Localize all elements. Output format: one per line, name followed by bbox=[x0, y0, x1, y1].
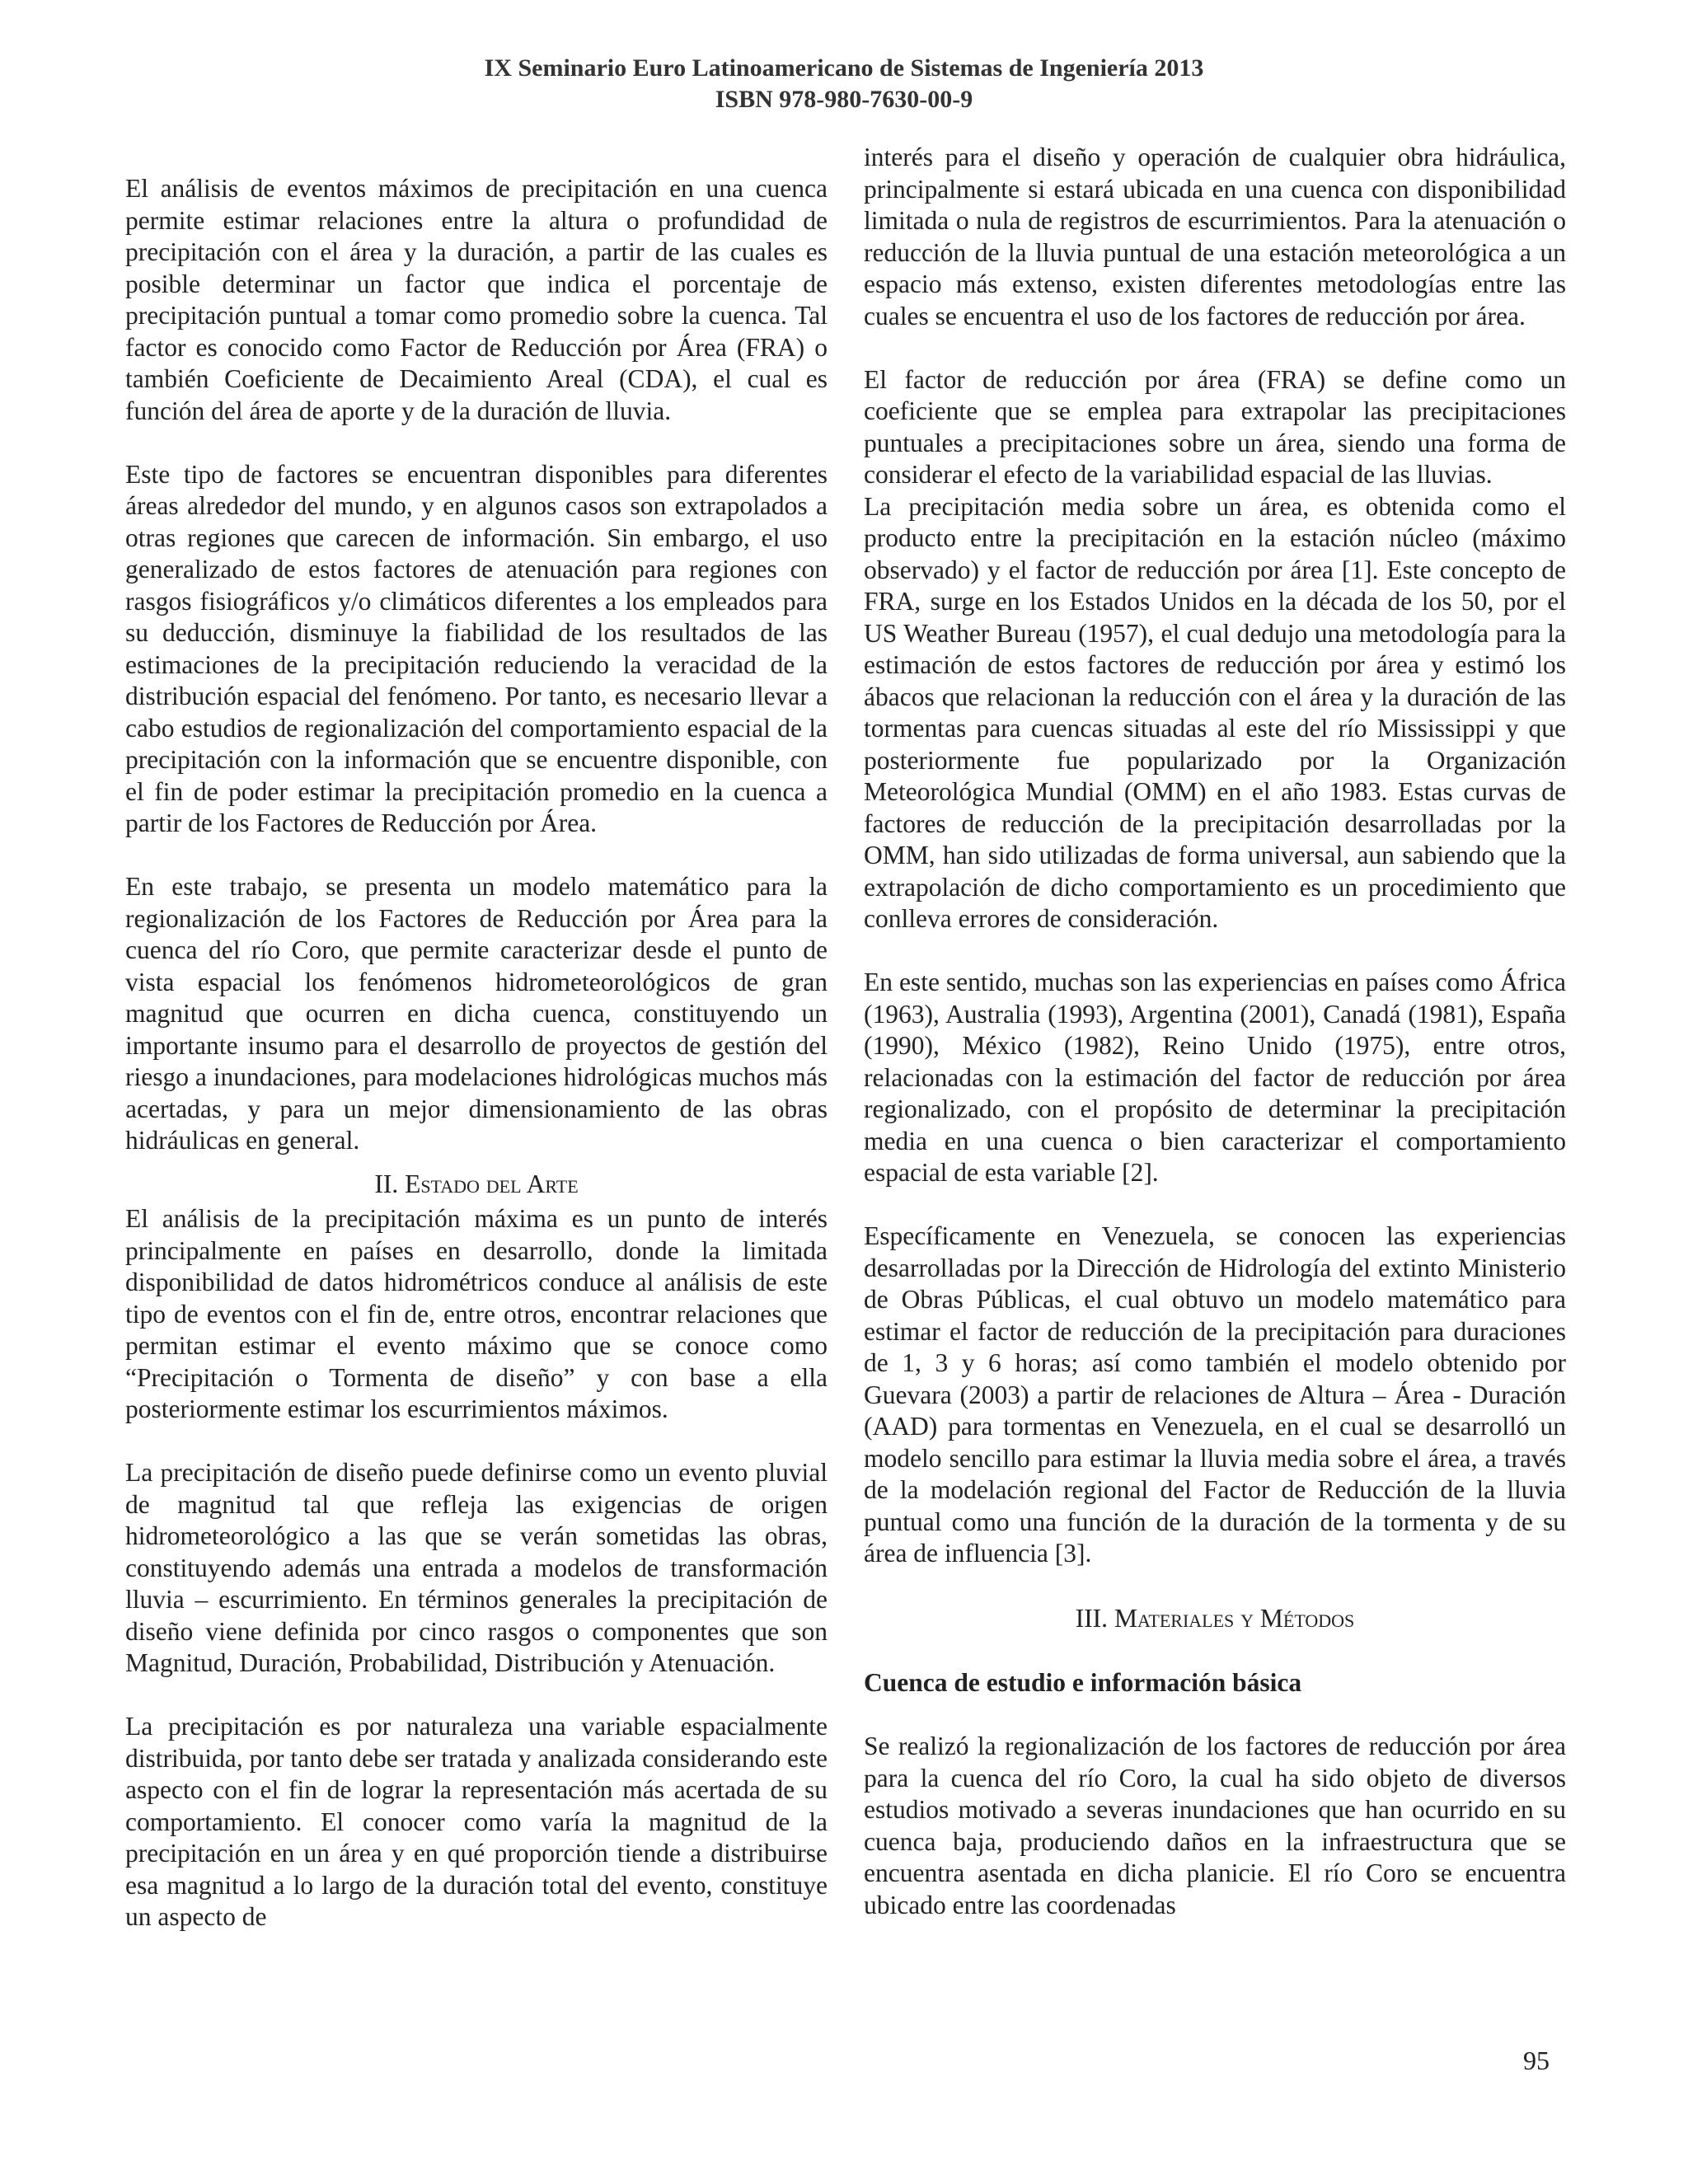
paragraph: La precipitación es por naturaleza una variable espacialmente distribuida, por tanto debe ser tratada y analizada considerando este aspecto con el fin de lograr la representación más acertada de su comportamiento. El conocer como varía la magnitud de la precipitación en un área y en qué proporción tiende a distribuirse esa magnitud a lo largo de la duración total del evento, constituye un aspecto de bbox=[125, 1712, 828, 1931]
paragraph: En este trabajo, se presenta un modelo matemático para la regionalización de los Factores de Reducción por Área para la cuenca del río Coro, que permite caracterizar desde el punto de vista espacial los fenómenos hidrometeorológicos de gran magnitud que ocurren en dicha cuenca, constituyendo un importante insumo para el desarrollo de proyectos de gestión del riesgo a inundaciones, para modelaciones hidrológicas muchos más acertadas, y para un mejor dimensionamiento de las obras hidráulicas en general. bbox=[125, 872, 828, 1155]
paragraph: Este tipo de factores se encuentran disponibles para diferentes áreas alrededor del mundo, y en algunos casos son extrapolados a otras regiones que carecen de información. Sin embargo, el uso generalizado de estos factores de atenuación para regiones con rasgos fisiográficos y/o climáticos diferentes a los empleados para su deducción, disminuye la fiabilidad de los resultados de las estimaciones de la precipitación reduciendo la veracidad de la distribución espacial del fenómeno. Por tanto, es necesario llevar a cabo estudios de regionalización del comportamiento espacial de la precipitación con la información que se encuentre disponible, con el fin de poder estimar la precipitación promedio en la cuenca a partir de los Factores de Reducción por Área. bbox=[125, 459, 828, 837]
paragraph: La precipitación media sobre un área, es obtenida como el producto entre la precipitación en la estación núcleo (máximo observado) y el factor de reducción por área [1]. Este concepto de FRA, surge en los Estados Unidos en la década de los 50, por el US Weather Bureau (1957), el cual dedujo una metodología para la estimación de estos factores de reducción por área y estimó los ábacos que relacionan la reducción con el área y la duración de las tormentas para cuencas situadas al este del río Mississippi y que posteriormente fue popularizado por la Organización Meteorológica Mundial (OMM) en el año 1983. Estas curvas de factores de reducción de la precipitación desarrolladas por la OMM, han sido utilizadas de forma universal, aun sabiendo que la extrapolación de dicho comportamiento es un procedimiento que conlleva errores de consideración. bbox=[864, 491, 1566, 933]
paragraph: La precipitación de diseño puede definirse como un evento pluvial de magnitud tal que refleja las exigencias de origen hidrometeorológico a las que se verán sometidas las obras, constituyendo además una entrada a modelos de transformación lluvia – escurrimiento. En términos generales la precipitación de diseño viene definida por cinco rasgos o componentes que son Magnitud, Duración, Probabilidad, Distribución y Atenuación. bbox=[125, 1458, 828, 1677]
conference-title: IX Seminario Euro Latinoamericano de Sistemas de Ingeniería 2013 bbox=[484, 54, 1204, 82]
section-heading bbox=[125, 1169, 828, 1201]
paragraph: Específicamente en Venezuela, se conocen las experiencias desarrolladas por la Dirección de Hidrología del extinto Ministerio de Obras Públicas, el cual obtuvo un modelo matemático para estimar el factor de reducción de la precipitación para duraciones de 1, 3 y 6 horas; así como también el modelo obtenido por Guevara (2003) a partir de relaciones de Altura – Área - Duración (AAD) para tormentas en Venezuela, en el cual se desarrolló un modelo sencillo para estimar la lluvia media sobre el área, a través de la modelación regional del Factor de Reducción de la lluvia puntual como una función de la duración de la tormenta y de su área de influencia [3]. bbox=[864, 1221, 1566, 1568]
paragraph: Se realizó la regionalización de los factores de reducción por área para la cuenca del río Coro, la cual ha sido objeto de diversos estudios motivado a severas inundaciones que han ocurrido en su cuenca baja, produciendo daños en la infraestructura que se encuentra asentada en dicha planicie. El río Coro se encuentra ubicado entre las coordenadas bbox=[864, 1732, 1566, 1919]
right-column bbox=[864, 142, 1566, 1921]
section-number: III. bbox=[1075, 1603, 1109, 1633]
paragraph: El análisis de eventos máximos de precipitación en una cuenca permite estimar relaciones entre la altura o profundidad de precipitación con el área y la duración, a partir de las cuales es posible determinar un factor que indica el porcentaje de precipitación puntual a tomar como promedio sobre la cuenca. Tal factor es conocido como Factor de Reducción por Área (FRA) o también Coeficiente de Decaimiento Areal (CDA), el cual es función del área de aporte y de la duración de lluvia. bbox=[125, 174, 828, 425]
paragraph: El análisis de la precipitación máxima es un punto de interés principalmente en países en desarrollo, donde la limitada disponibilidad de datos hidrométricos conduce al análisis de este tipo de eventos con el fin de, entre otros, encontrar relaciones que permitan estimar el evento máximo que se conoce como “Precipitación o Tormenta de diseño” y con base a ella posteriormente estimar los escurrimientos máximos. bbox=[125, 1204, 828, 1423]
left-column bbox=[125, 173, 828, 1933]
page-number: 95 bbox=[1523, 2046, 1550, 2075]
paragraph: El factor de reducción por área (FRA) se define como un coeficiente que se emplea para extrapolar las precipitaciones puntuales a precipitaciones sobre un área, siendo una forma de considerar el efecto de la variabilidad espacial de las lluvias. bbox=[864, 364, 1566, 489]
paragraph: interés para el diseño y operación de cualquier obra hidráulica, principalmente si estará ubicada en una cuenca con disponibilidad limitada o nula de registros de escurrimientos. Para la atenuación o reducción de la lluvia puntual de una estación meteorológica a un espacio más extenso, existen diferentes metodologías entre las cuales se encuentra el uso de los factores de reducción por área. bbox=[864, 143, 1566, 330]
subsection-heading: Cuenca de estudio e información básica bbox=[864, 1668, 1302, 1697]
section-title: Materiales y Métodos bbox=[1114, 1603, 1355, 1633]
page-header bbox=[0, 53, 1688, 115]
paragraph: En este sentido, muchas son las experiencias en países como África (1963), Australia (1993), Argentina (2001), Canadá (1981), España (1990), México (1982), Reino Unido (1975), entre otros, relacionadas con la estimación del factor de reducción por área regionalizado, con el propósito de determinar la precipitación media en una cuenca o bien caracterizar el comportamiento espacial de esta variable [2]. bbox=[864, 968, 1566, 1187]
section-title: Estado del Arte bbox=[405, 1169, 579, 1198]
section-heading bbox=[864, 1603, 1566, 1635]
section-number: II. bbox=[374, 1169, 399, 1198]
isbn: ISBN 978-980-7630-00-9 bbox=[715, 86, 973, 113]
